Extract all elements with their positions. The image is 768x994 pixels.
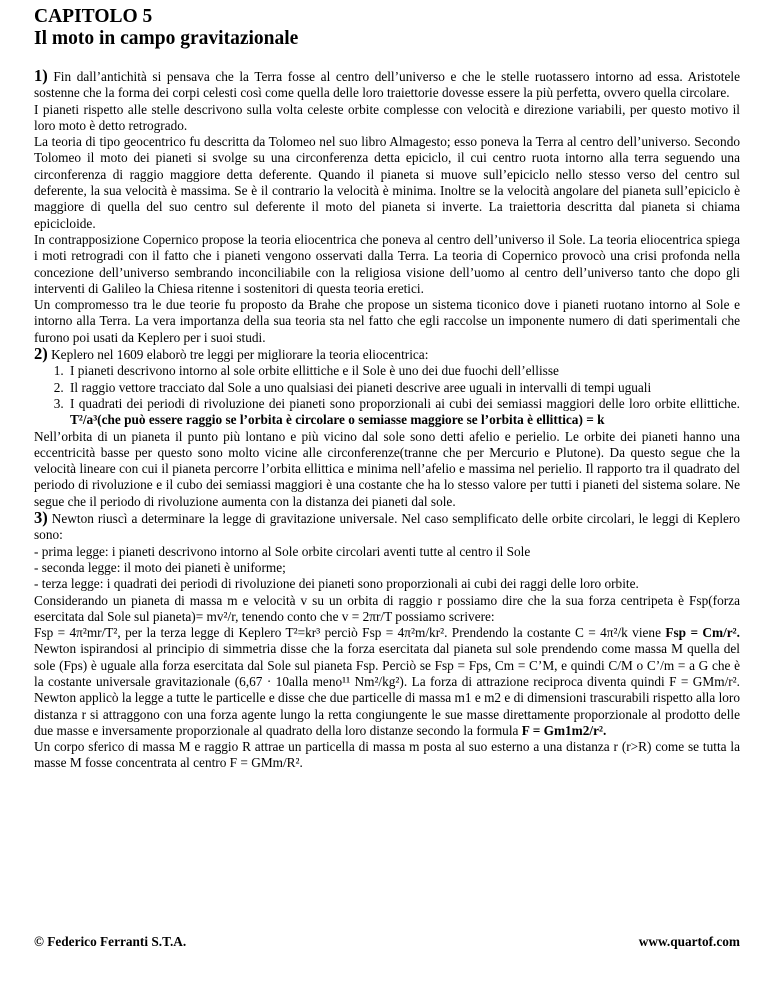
paragraph (34, 625, 740, 739)
kepler-laws-list (34, 363, 740, 428)
paragraph: Considerando un pianeta di massa m e velocità v su un orbita di raggio r possiamo dire che la sua forza centripeta è Fsp(forza esercitata dal Sole sul pianeta)= mv²/r, tenendo conto che v = 2πr/T possiamo scrivere: (34, 592, 740, 624)
paragraph (34, 346, 740, 363)
list-item (67, 396, 740, 429)
footer-copyright: © Federico Ferranti S.T.A. (34, 934, 187, 949)
section-1 (34, 68, 740, 346)
paragraph: La teoria di tipo geocentrico fu descritta da Tolomeo nel suo libro Almagesto; esso poneva la Terra al centro dell’universo. Secondo Tolomeo il moto dei pianeti si svolge su una circonferenza detta epiciclo, il cui centro ruota intorno alla terra seguendo una circonferenza di raggio maggiore detta deferente. Quando il pianeta si muove sull’epiciclo nello stesso verso del centro sul deferente, la sua velocità è massima. Se è il contrario la velocità è minima. Inoltre se la velocità angolare del pianeta sull’epiciclo è maggiore di quella del suo centro sul deferente il moto del pianeta si inverte. La traiettoria descritta dal pianeta si chiama epicicloide. (34, 134, 740, 231)
paragraph (34, 510, 740, 544)
paragraph: Nell’orbita di un pianeta il punto più lontano e più vicino dal sole sono detti afelio e perielio. Le orbite dei pianeti hanno una eccentricità basse per questo sono molto vicine alle circonferenze(tranne che per Mercurio e Plutone). Da questo segue che la velocità lineare con cui il pianeta percorre l’orbita ellittica e minima nell’afelio e massima nel perielio. Il rapporto tra il quadrato del periodo di rivoluzione e il cubo dei semiassi maggiori è una costante che ha lo stesso valore per tutti i pianeti del sistema solare. Ne segue che il periodo di rivoluzione aumenta con la distanza dei pianeti dal sole. (34, 428, 740, 509)
section-2 (34, 346, 740, 510)
paragraph-text: Fin dall’antichità si pensava che la Terra fosse al centro dell’universo e che le stelle ruotassero intorno ad essa. Aristotele sostenne che la forma dei corpi celesti così come quella delle loro traiettorie dovesse essere la più perfetta, ovvero quella circolare. (34, 69, 740, 101)
list-item: 1. I pianeti descrivono intorno al sole orbite ellittiche e il Sole è uno dei due fuochi dell’ellisse (67, 363, 740, 379)
chapter-heading: CAPITOLO 5 (34, 6, 153, 27)
formula-bold: T²/a³(che può essere raggio se l’orbita è circolare o semiasse maggiore se l’orbita è ellittica) = k (70, 412, 605, 428)
paragraph: In contrapposizione Copernico propose la teoria eliocentrica che poneva al centro dell’universo il Sole. La teoria eliocentrica spiega i moti retrogradi con il fatto che i pianeti vengono osservati dalla Terra. La teoria di Copernico provocò una crisi profonda nella concezione dell’universo sembrando inconciliabile con la religiosa visione dell’uomo al centro dell’universo tanto che dopo gli interventi di Galileo la Chiesa ritenne i sostenitori di questa teoria eretici. (34, 231, 740, 296)
paragraph: - seconda legge: il moto dei pianeti è uniforme; (34, 559, 286, 575)
paragraph: Un compromesso tra le due teorie fu proposto da Brahe che propose un sistema ticonico dove i pianeti ruotano intorno al Sole e intorno alla Terra. La vera importanza della sua teoria sta nel fatto che egli raccolse un imponente numero di dati sperimentali che furono poi usati da Keplero per i suoi studi. (34, 297, 740, 345)
paragraph-text: Fsp = 4π²mr/T², per la terza legge di Keplero T²=kr³ perciò Fsp = 4π²m/kr². Prendendo la costante C = 4π²/k viene (34, 625, 661, 641)
chapter-title: Il moto in campo gravitazionale (34, 28, 299, 49)
paragraph-text: Newton riuscì a determinare la legge di gravitazione universale. Nel caso semplificato delle orbite circolari, le leggi di Keplero sono: (34, 511, 741, 543)
paragraph: I pianeti rispetto alle stelle descrivono sulla volta celeste orbite complesse con velocità e direzione variabili, per questo motivo il loro moto è detto retrogrado. (34, 101, 740, 133)
formula-bold: F = Gm1m2/r². (521, 722, 607, 738)
section-number: 1) (34, 66, 48, 85)
paragraph: - prima legge: i pianeti descrivono intorno al Sole orbite circolari aventi tutte al centro il Sole (34, 543, 531, 559)
paragraph: - terza legge: i quadrati dei periodi di rivoluzione dei pianeti sono proporzionali ai cubi dei raggi delle loro orbite. (34, 576, 639, 592)
paragraph (34, 68, 740, 102)
list-item-text: I quadrati dei periodi di rivoluzione dei pianeti sono proporzionali ai cubi dei semiassi maggiori delle loro orbite ellittiche. (70, 395, 740, 411)
section-number: 2) (34, 344, 48, 364)
list-item: 2. Il raggio vettore tracciato dal Sole a uno qualsiasi dei pianeti descrive aree uguali in intervalli di tempi uguali (67, 380, 740, 396)
footer-website: www.quartof.com (638, 934, 740, 949)
paragraph-text: Keplero nel 1609 elaborò tre leggi per migliorare la teoria eliocentrica: (51, 347, 429, 363)
page-footer (34, 934, 740, 950)
paragraph-text: Newton ispirandosi al principio di simmetria disse che la forza esercitata dal pianeta sul sole prendendo come massa M quella del sole (Fps) è uguale alla forza esercitata dal Sole sul pianeta Fsp. Perciò se Fsp = Fps, Cm = C’M, e quindi C/M o C’/m = a G che è la costante universale gravitazionale (6,67 · 10alla meno¹¹ Nm²/kg²). La forza di attrazione reciproca diventa quindi F = GMm/r². Newton applicò la legge a tutte le particelle e disse che due particelle di massa m1 e m2 e di dimensioni trascurabili rispetto alla loro distanza r si attraggono con una forza agente lungo la retta congiungente le sue masse direttamente proporzionale al prodotto delle due masse e inversamente proporzionale al quadrato della loro distanze secondo la formula (34, 641, 740, 738)
formula-bold: Fsp = Cm/r². (665, 625, 740, 641)
title-block (34, 6, 740, 50)
section-number: 3) (34, 508, 48, 528)
paragraph: Un corpo sferico di massa M e raggio R attrae un particella di massa m posta al suo esterno a una distanza r (r>R) come se tutta la masse M fosse concentrata al centro F = GMm/R². (34, 739, 740, 771)
document-page (34, 6, 740, 772)
section-3 (34, 510, 740, 772)
